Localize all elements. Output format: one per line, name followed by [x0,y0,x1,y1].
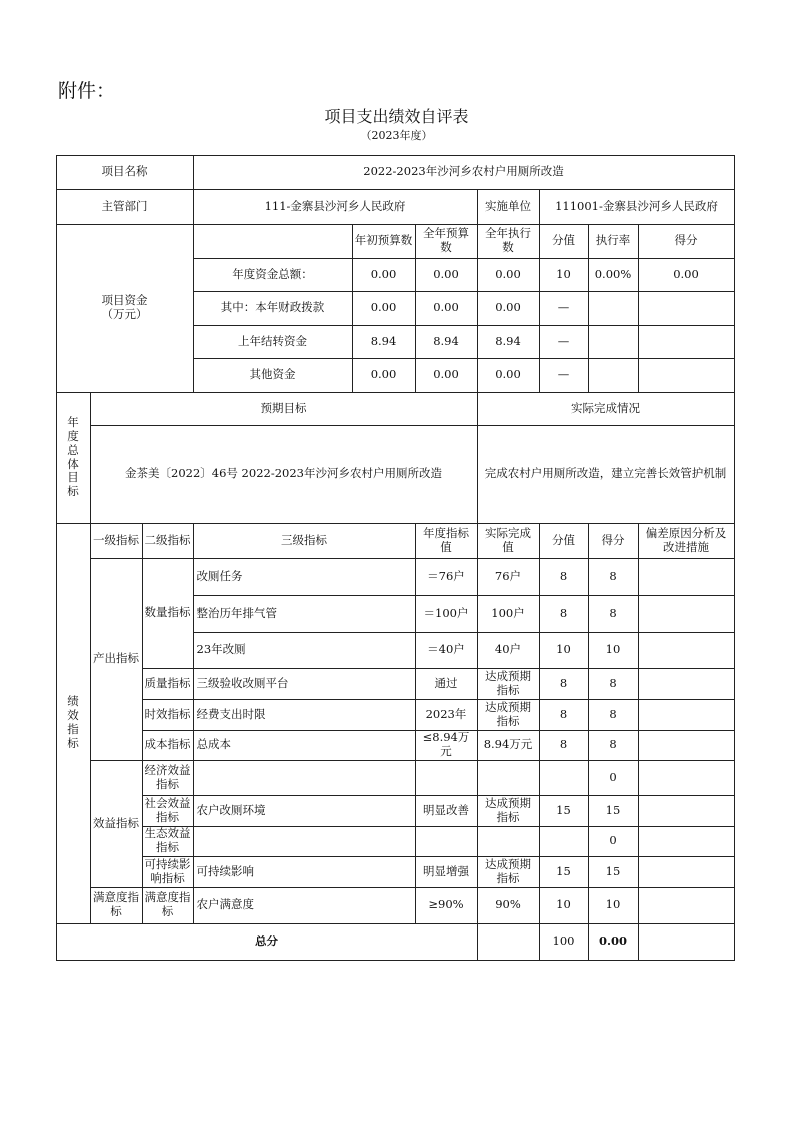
indicator-score: 8 [588,730,639,761]
unit-value: 111001-金寨县沙河乡人民政府 [539,189,735,225]
funds-executed: 0.00 [477,291,540,326]
indicators-label: 绩 效 指 标 [56,523,91,924]
document-title: 项目支出绩效自评表 [324,107,469,126]
indicator-target: ≤8.94万元 [415,730,478,761]
indicator-value [539,826,589,857]
project-name-label: 项目名称 [56,155,194,190]
indicator-actual: 100户 [477,595,540,633]
level2-item: 满意度指标 [142,887,194,924]
funds-rate: 0.00% [588,258,639,292]
funds-score [638,325,735,359]
funds-header-5: 得分 [638,224,735,259]
indicator-value: 8 [539,699,589,731]
indicator-score: 8 [588,595,639,633]
indicator-target: 明显改善 [415,795,478,827]
indicator-header-6: 得分 [588,523,639,559]
level2-item: 可持续影响指标 [142,856,194,888]
indicator-note [638,856,735,888]
indicator-note [638,558,735,596]
indicator-note [638,595,735,633]
project-name-value: 2022-2023年沙河乡农村户用厕所改造 [193,155,735,190]
funds-header-3: 分值 [539,224,589,259]
indicator-value: 10 [539,887,589,924]
indicator-header-5: 分值 [539,523,589,559]
level2-item: 时效指标 [142,699,194,731]
indicator-target [415,826,478,857]
indicator-note [638,730,735,761]
indicator-note [638,668,735,700]
funds-annual: 0.00 [415,258,478,292]
indicator-header-7: 偏差原因分析及改进措施 [638,523,735,559]
indicator-name [193,826,416,857]
funds-executed: 0.00 [477,258,540,292]
total-label: 总分 [56,923,478,961]
funds-annual: 0.00 [415,358,478,393]
indicator-value: 8 [539,730,589,761]
goals-actual-label: 实际完成情况 [477,392,735,426]
funds-row-label: 其中：本年财政拨款 [193,291,353,326]
indicator-name: 改厕任务 [193,558,416,596]
indicator-actual: 76户 [477,558,540,596]
funds-label: 项目资金 （万元） [56,224,194,393]
total-blank [477,923,540,961]
funds-rate [588,291,639,326]
indicator-target: 2023年 [415,699,478,731]
document-year: （2023年度） [360,129,433,142]
level2-item: 社会效益指标 [142,795,194,827]
goals-actual: 完成农村户用厕所改造，建立完善长效管护机制 [477,425,735,524]
indicator-value: 8 [539,668,589,700]
funds-header-1: 全年预算数 [415,224,478,259]
funds-initial: 0.00 [352,358,416,393]
indicator-actual: 达成预期指标 [477,795,540,827]
indicator-note [638,887,735,924]
indicator-header-1: 二级指标 [142,523,194,559]
indicator-actual [477,826,540,857]
indicator-target: ＝40户 [415,632,478,669]
funds-row-label: 其他资金 [193,358,353,393]
indicator-name [193,760,416,796]
indicator-value: 10 [539,632,589,669]
indicator-header-4: 实际完成值 [477,523,540,559]
level2-item: 质量指标 [142,668,194,700]
indicator-score: 10 [588,632,639,669]
indicator-score: 10 [588,887,639,924]
indicator-note [638,826,735,857]
indicator-actual: 90% [477,887,540,924]
indicator-note [638,699,735,731]
goals-expected: 金茶美〔2022〕46号 2022-2023年沙河乡农村户用厕所改造 [90,425,478,524]
indicator-header-2: 三级指标 [193,523,416,559]
funds-annual: 8.94 [415,325,478,359]
level2-item: 经济效益指标 [142,760,194,796]
funds-score-value: — [539,291,589,326]
indicator-header-0: 一级指标 [90,523,143,559]
funds-rate [588,358,639,393]
indicator-score: 15 [588,795,639,827]
indicator-note [638,632,735,669]
indicator-note [638,760,735,796]
funds-header-2: 全年执行数 [477,224,540,259]
indicator-target: 通过 [415,668,478,700]
indicator-actual: 40户 [477,632,540,669]
indicator-name: 三级验收改厕平台 [193,668,416,700]
indicator-actual: 8.94万元 [477,730,540,761]
level1-satisfaction: 满意度指标 [90,887,143,924]
indicator-name: 可持续影响 [193,856,416,888]
funds-executed: 8.94 [477,325,540,359]
dept-value: 111-金寨县沙河乡人民政府 [193,189,478,225]
indicator-header-3: 年度指标值 [415,523,478,559]
indicator-name: 总成本 [193,730,416,761]
goals-label: 年 度 总 体 目 标 [56,392,91,524]
funds-header-4: 执行率 [588,224,639,259]
indicator-score: 15 [588,856,639,888]
funds-initial: 0.00 [352,291,416,326]
funds-score-value: — [539,358,589,393]
indicator-value: 15 [539,795,589,827]
funds-score: 0.00 [638,258,735,292]
indicator-actual: 达成预期指标 [477,699,540,731]
unit-label: 实施单位 [477,189,540,225]
indicator-score: 8 [588,668,639,700]
indicator-target: ≥90% [415,887,478,924]
funds-header-blank [193,224,353,259]
indicator-value: 8 [539,595,589,633]
indicator-note [638,795,735,827]
funds-score-value: 10 [539,258,589,292]
attachment-label: 附件： [58,80,116,102]
indicator-actual: 达成预期指标 [477,668,540,700]
indicator-value [539,760,589,796]
indicator-name: 整治历年排气管 [193,595,416,633]
indicator-target: 明显增强 [415,856,478,888]
indicator-actual [477,760,540,796]
indicator-name: 23年改厕 [193,632,416,669]
funds-score-value: — [539,325,589,359]
funds-executed: 0.00 [477,358,540,393]
indicator-score: 8 [588,699,639,731]
total-score: 0.00 [588,923,639,961]
goals-expected-label: 预期目标 [90,392,478,426]
funds-annual: 0.00 [415,291,478,326]
indicator-value: 8 [539,558,589,596]
total-value: 100 [539,923,589,961]
indicator-value: 15 [539,856,589,888]
level1-output: 产出指标 [90,558,143,761]
indicator-score: 0 [588,826,639,857]
funds-row-label: 上年结转资金 [193,325,353,359]
funds-initial: 8.94 [352,325,416,359]
total-note [638,923,735,961]
indicator-target: ＝100户 [415,595,478,633]
level1-benefit: 效益指标 [90,760,143,888]
indicator-name: 经费支出时限 [193,699,416,731]
funds-header-0: 年初预算数 [352,224,416,259]
funds-score [638,291,735,326]
level2-item: 成本指标 [142,730,194,761]
indicator-score: 0 [588,760,639,796]
funds-score [638,358,735,393]
indicator-name: 农户满意度 [193,887,416,924]
level2-item: 生态效益指标 [142,826,194,857]
level2-item: 数量指标 [142,558,194,669]
funds-rate [588,325,639,359]
funds-initial: 0.00 [352,258,416,292]
indicator-actual: 达成预期指标 [477,856,540,888]
dept-label: 主管部门 [56,189,194,225]
indicator-name: 农户改厕环境 [193,795,416,827]
indicator-score: 8 [588,558,639,596]
indicator-target: ＝76户 [415,558,478,596]
indicator-target [415,760,478,796]
funds-row-label: 年度资金总额： [193,258,353,292]
